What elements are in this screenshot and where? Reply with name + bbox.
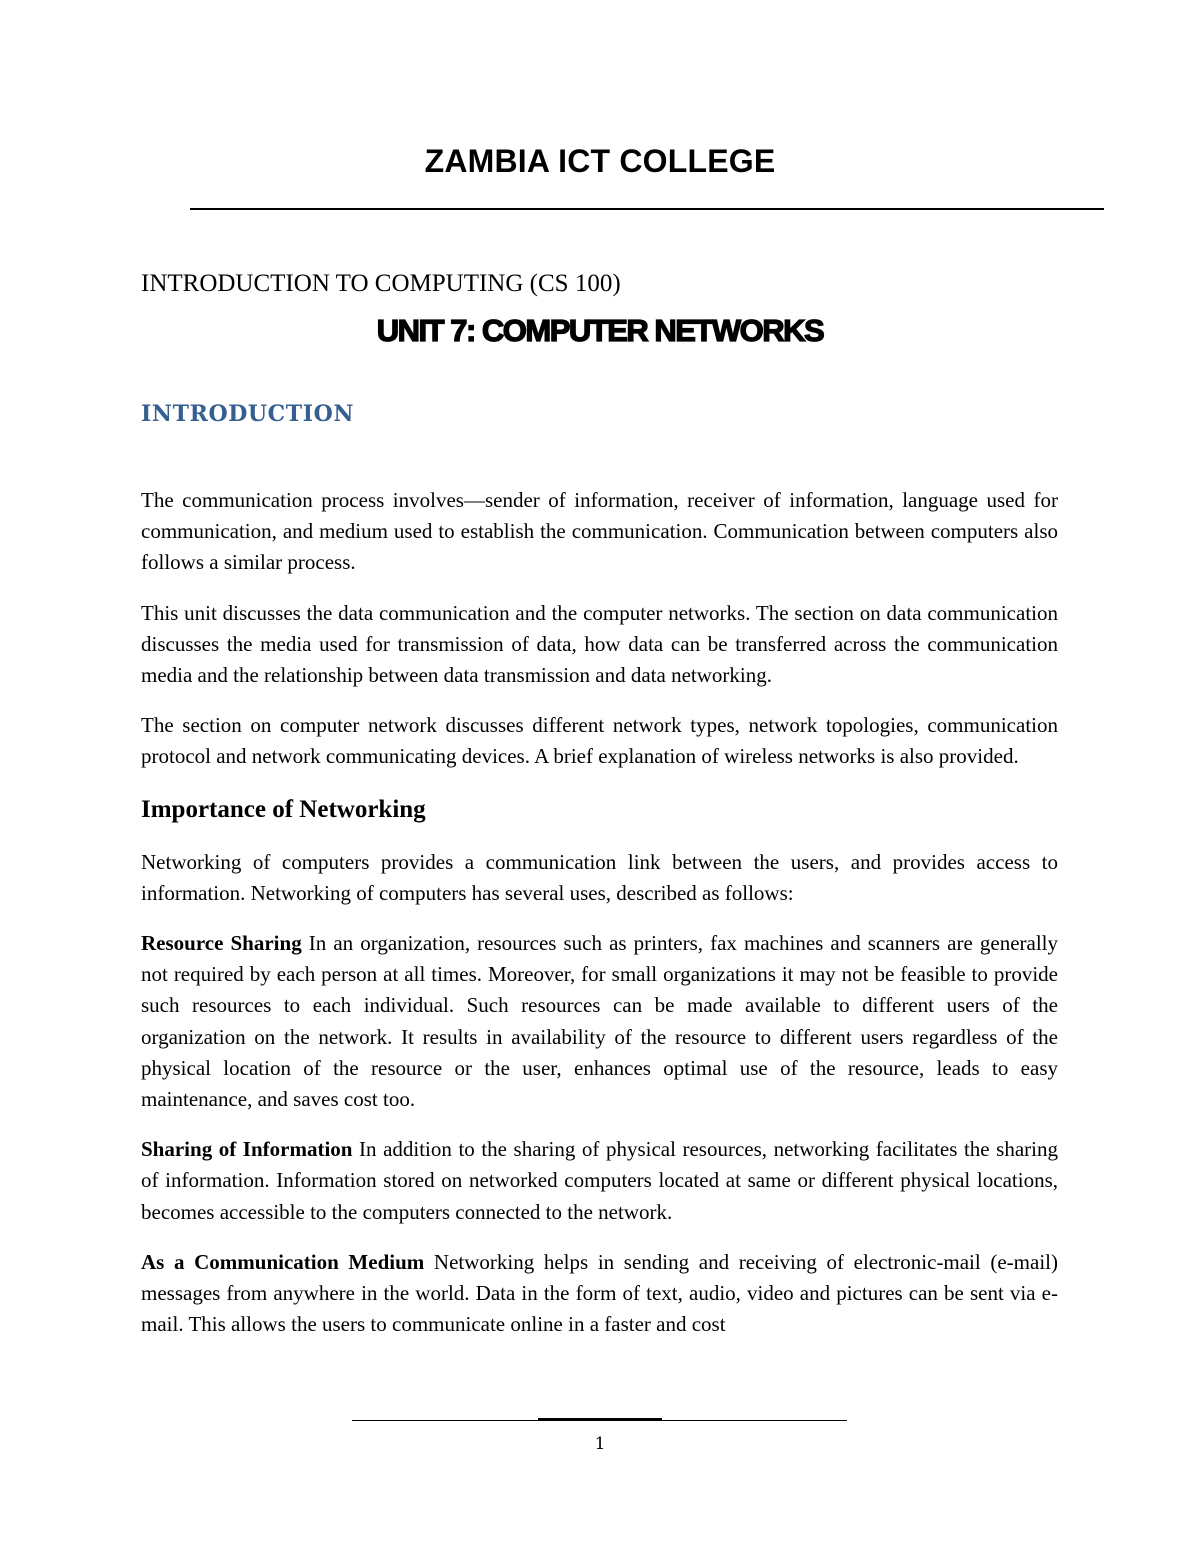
resource-sharing-text: In an organization, resources such as printers, fax machines and scanners are generally not required by each person at all times. Moreover, for small organizations it may not be feasible to provide such resources to each individual. Such resources can be made available to different users of the organization on the network. It results in availability of the resource to different users regardless of the physical location of the resource or the user, enhances optimal use of the resource, leads to easy maintenance, and saves cost too.: [141, 931, 1058, 1112]
course-title: INTRODUCTION TO COMPUTING (CS 100): [141, 270, 621, 297]
communication-medium-paragraph: [141, 1247, 1058, 1341]
page-number: 1: [594, 1434, 606, 1454]
intro-paragraph-3: [141, 710, 1058, 772]
communication-medium-term: As a Communication Medium: [141, 1249, 425, 1274]
college-title: ZAMBIA ICT COLLEGE: [424, 143, 776, 179]
document-body: [141, 485, 1058, 1359]
sharing-information-text: In addition to the sharing of physical resources, networking facilitates the sharing of information. Information stored on networked computers located at same or different physical locations, becomes accessible to the computers connected to the network.: [141, 1137, 1058, 1224]
footer-rule-accent: [538, 1418, 662, 1421]
resource-sharing-paragraph: [141, 928, 1058, 1115]
resource-sharing-term: Resource Sharing: [141, 931, 302, 956]
title-underline: [190, 208, 1104, 210]
intro-paragraph-1: The communication process involves—sender of information, receiver of information, language used for communication, and medium used to establish the communication. Communication between computers also follows a similar process.: [141, 488, 1058, 575]
unit-title: UNIT 7: COMPUTER NETWORKS: [376, 313, 824, 348]
importance-heading: Importance of Networking: [141, 795, 426, 823]
importance-intro: Networking of computers provides a communication link between the users, and provides access to information. Networking of computers has several uses, described as follows:: [141, 849, 1058, 905]
introduction-heading: INTRODUCTION: [141, 401, 355, 427]
sharing-information-paragraph: [141, 1134, 1058, 1228]
intro-paragraph-3-text: The section on computer network discusses different network types, network topologies, communication protocol and network communicating devices. A brief explanation of wireless networks is also provided.: [141, 713, 1058, 769]
communication-medium-text: Networking helps in sending and receiving of electronic-mail (e-mail) messages from anywhere in the world. Data in the form of text, audio, video and pictures can be sent via e-mail. This allows the users to communicate online in a faster and cost: [141, 1249, 1058, 1337]
sharing-information-term: Sharing of Information: [141, 1137, 353, 1162]
intro-paragraph-2: This unit discusses the data communication and the computer networks. The section on data communication discusses the media used for transmission of data, how data can be transferred across the communication media and the relationship between data transmission and data networking.: [141, 600, 1058, 688]
